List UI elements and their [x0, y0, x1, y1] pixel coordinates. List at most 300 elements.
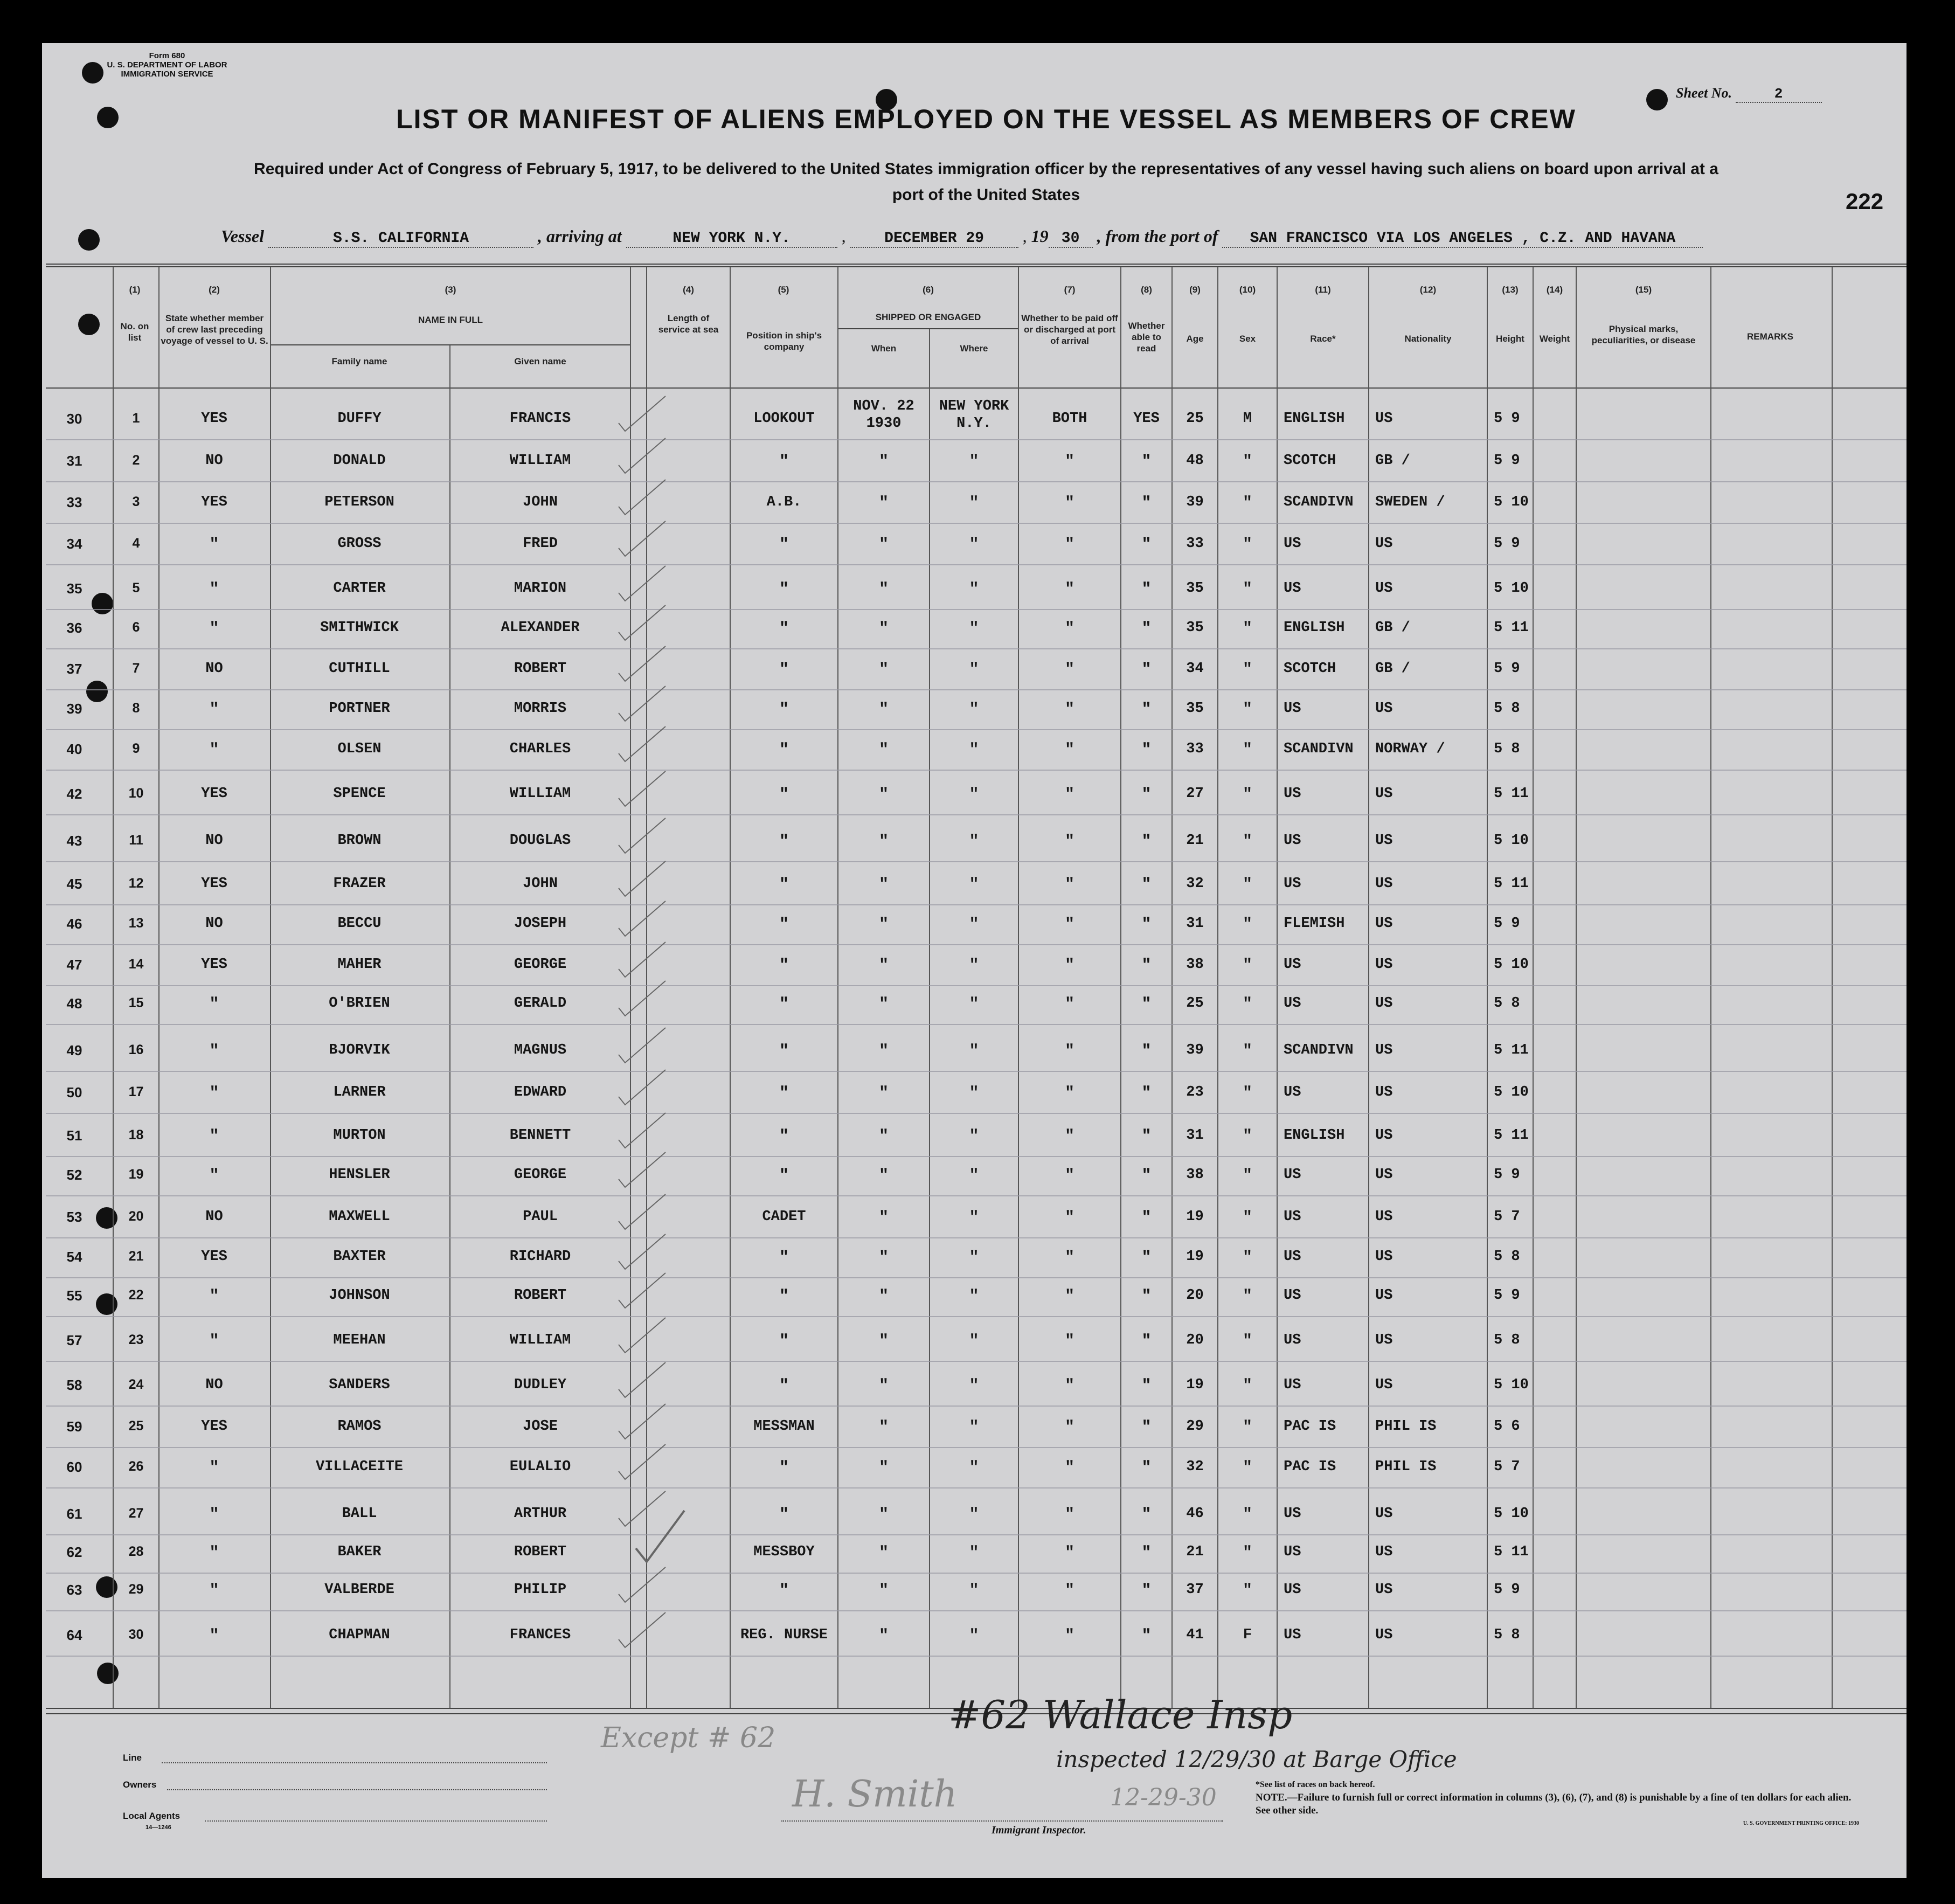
cell-where: " — [969, 1127, 979, 1146]
cell-paid: " — [1064, 1627, 1074, 1645]
cell-when: " — [878, 995, 889, 1014]
col-13-number: (13) — [1502, 285, 1519, 295]
cell-given: JOHN — [523, 494, 558, 510]
cell-no: 20 — [128, 1209, 144, 1224]
cell-no: 6 — [132, 620, 140, 635]
cell-paid: " — [1064, 1287, 1074, 1306]
cell-where: " — [969, 957, 979, 975]
cell-position: " — [779, 957, 789, 975]
cell-height: 5 8 — [1494, 701, 1520, 717]
cell-age: 21 — [1186, 1544, 1204, 1560]
cell-height: 5 11 — [1494, 620, 1529, 636]
cell-given: JOHN — [523, 876, 558, 892]
cell-age: 33 — [1186, 741, 1204, 757]
cell-when: " — [878, 916, 889, 934]
cell-margin: 36 — [66, 620, 82, 636]
cell-given: FRED — [523, 536, 558, 552]
cell-paid: " — [1064, 701, 1074, 719]
cell-sex: " — [1242, 995, 1252, 1014]
cell-nat: US — [1375, 1127, 1393, 1144]
cell-margin: 39 — [66, 701, 82, 717]
cell-age: 20 — [1186, 1332, 1204, 1348]
service-name: IMMIGRATION SERVICE — [121, 70, 213, 79]
cell-no: 5 — [132, 580, 140, 596]
cell-nat: US — [1375, 957, 1393, 973]
cell-nat: US — [1375, 1506, 1393, 1522]
cell-read: " — [1141, 1084, 1152, 1103]
cell-paid: " — [1064, 1042, 1074, 1061]
cell-when: " — [878, 957, 889, 975]
cell-margin: 46 — [66, 916, 82, 932]
cell-prev: YES — [201, 1418, 227, 1435]
cell-margin: 42 — [66, 786, 82, 802]
col-header-height: Height — [1496, 334, 1524, 344]
cell-position: MESSBOY — [753, 1544, 815, 1560]
cell-family: CUTHILL — [329, 661, 390, 677]
cell-height: 5 10 — [1494, 580, 1529, 597]
cell-when: " — [878, 701, 889, 719]
cell-race: US — [1284, 1167, 1301, 1183]
cell-paid: " — [1064, 453, 1074, 471]
smith-signature: H. Smith — [792, 1773, 958, 1816]
cell-family: BALL — [342, 1506, 377, 1522]
cell-position: " — [779, 1506, 789, 1524]
cell-no: 9 — [132, 741, 140, 756]
cell-when: " — [878, 1332, 889, 1351]
cell-position: " — [779, 620, 789, 638]
cell-nat: US — [1375, 876, 1393, 892]
cell-read: " — [1141, 1582, 1152, 1600]
cell-prev: YES — [201, 411, 227, 427]
col-header-remarks: REMARKS — [1747, 331, 1793, 342]
cell-no: 8 — [132, 701, 140, 716]
cell-position: " — [779, 833, 789, 851]
cell-read: " — [1141, 833, 1152, 851]
cell-family: OLSEN — [337, 741, 382, 757]
cell-sex: " — [1242, 453, 1252, 471]
cell-race: US — [1284, 876, 1301, 892]
cell-age: 21 — [1186, 833, 1204, 849]
cell-given: EDWARD — [514, 1084, 567, 1100]
cell-given: ALEXANDER — [501, 620, 580, 636]
cell-paid: " — [1064, 1127, 1074, 1146]
cell-where: " — [969, 1287, 979, 1306]
cell-nat: US — [1375, 786, 1393, 802]
cell-paid: " — [1064, 1084, 1074, 1103]
cell-when: " — [878, 1249, 889, 1267]
cell-given: ROBERT — [514, 661, 567, 677]
cell-prev: " — [209, 1332, 219, 1351]
footer-agents-label: Local Agents — [123, 1811, 181, 1821]
cell-nat: US — [1375, 1209, 1393, 1225]
cell-sex: " — [1242, 833, 1252, 851]
cell-family: BROWN — [337, 833, 382, 849]
cell-given: ROBERT — [514, 1287, 567, 1304]
cell-prev: NO — [205, 1377, 223, 1393]
cell-given: BENNETT — [509, 1127, 571, 1144]
col-header-previous-voyage: State whether member of crew last preceding voyage of vessel to U. S. — [161, 313, 268, 346]
cell-when: " — [878, 1042, 889, 1061]
cell-nat: NORWAY / — [1375, 741, 1445, 757]
cell-race: US — [1284, 1332, 1301, 1348]
cell-sex: " — [1242, 1506, 1252, 1524]
smith-signature-date: 12-29-30 — [1110, 1784, 1217, 1811]
cell-given: FRANCES — [509, 1627, 571, 1643]
cell-family: MAXWELL — [329, 1209, 390, 1225]
cell-margin: 50 — [66, 1084, 82, 1100]
cell-family: MURTON — [333, 1127, 386, 1144]
cell-read: " — [1141, 995, 1152, 1014]
cell-nat: US — [1375, 1167, 1393, 1183]
cell-prev: " — [209, 1582, 219, 1600]
cell-prev: YES — [201, 876, 227, 892]
cell-family: BAXTER — [333, 1249, 386, 1265]
cell-read: YES — [1133, 411, 1160, 427]
cell-family: SANDERS — [329, 1377, 390, 1393]
cell-race: SCANDIVN — [1284, 741, 1354, 757]
cell-no: 2 — [132, 453, 140, 468]
cell-height: 5 9 — [1494, 1582, 1520, 1598]
cell-read: " — [1141, 1418, 1152, 1437]
cell-where: " — [969, 1209, 979, 1227]
cell-read: " — [1141, 1506, 1152, 1524]
cell-race: US — [1284, 580, 1301, 597]
inspector-signature-line — [781, 1820, 1223, 1822]
cell-family: LARNER — [333, 1084, 386, 1100]
cell-when: " — [878, 741, 889, 759]
cell-paid: " — [1064, 1377, 1074, 1395]
cell-sex: F — [1243, 1627, 1252, 1643]
cell-sex: " — [1242, 1167, 1252, 1185]
printer-imprint: U. S. GOVERNMENT PRINTING OFFICE: 1930 — [1743, 1820, 1859, 1826]
cell-margin: 43 — [66, 833, 82, 849]
cell-prev: YES — [201, 1249, 227, 1265]
cell-height: 5 8 — [1494, 1332, 1520, 1348]
cell-given: PAUL — [523, 1209, 558, 1225]
cell-race: FLEMISH — [1284, 916, 1345, 932]
cell-when: " — [878, 1287, 889, 1306]
cell-where: " — [969, 833, 979, 851]
cell-age: 25 — [1186, 411, 1204, 427]
cell-where: " — [969, 1377, 979, 1395]
cell-when: " — [878, 1084, 889, 1103]
cell-nat: US — [1375, 1249, 1393, 1265]
footer-owners-field — [167, 1789, 547, 1790]
cell-paid: " — [1064, 833, 1074, 851]
cell-where: " — [969, 995, 979, 1014]
arriving-label: , arriving at — [538, 226, 622, 246]
cell-margin: 64 — [66, 1627, 82, 1643]
cell-race: PAC IS — [1284, 1418, 1336, 1435]
cell-given: JOSE — [523, 1418, 558, 1435]
cell-when-line2: 1930 — [866, 416, 902, 432]
cell-where: " — [969, 876, 979, 894]
cell-prev: " — [209, 1459, 219, 1477]
page-stamp-number: 222 — [1846, 189, 1884, 214]
cell-where: " — [969, 1627, 979, 1645]
cell-margin: 35 — [66, 580, 82, 597]
col-8-number: (8) — [1141, 285, 1152, 295]
cell-height: 5 8 — [1494, 995, 1520, 1012]
cell-margin: 63 — [66, 1582, 82, 1598]
cell-margin: 30 — [66, 411, 82, 427]
cell-race: SCOTCH — [1284, 661, 1336, 677]
cell-sex: " — [1242, 1084, 1252, 1103]
cell-race: US — [1284, 995, 1301, 1012]
cell-position: REG. NURSE — [740, 1627, 828, 1643]
cell-prev: NO — [205, 453, 223, 469]
cell-position: " — [779, 1127, 789, 1146]
cell-age: 23 — [1186, 1084, 1204, 1100]
cell-age: 31 — [1186, 1127, 1204, 1144]
cell-race: US — [1284, 1249, 1301, 1265]
cell-margin: 61 — [66, 1506, 82, 1522]
col-header-race: Race* — [1310, 334, 1336, 344]
cell-position: " — [779, 995, 789, 1014]
cell-no: 15 — [128, 995, 144, 1010]
cell-position: " — [779, 1084, 789, 1103]
cell-height: 5 7 — [1494, 1209, 1520, 1225]
cell-prev: YES — [201, 494, 227, 510]
cell-nat: US — [1375, 1627, 1393, 1643]
cell-nat: US — [1375, 1582, 1393, 1598]
cell-given: WILLIAM — [509, 453, 571, 469]
cell-age: 25 — [1186, 995, 1204, 1012]
cell-given: JOSEPH — [514, 916, 567, 932]
cell-prev: " — [209, 701, 219, 719]
col-10-number: (10) — [1239, 285, 1256, 295]
cell-sex: " — [1242, 1332, 1252, 1351]
cell-age: 20 — [1186, 1287, 1204, 1304]
cell-sex: " — [1242, 1418, 1252, 1437]
cell-race: US — [1284, 957, 1301, 973]
cell-margin: 45 — [66, 876, 82, 892]
cell-height: 5 8 — [1494, 1249, 1520, 1265]
cell-age: 35 — [1186, 701, 1204, 717]
cell-height: 5 9 — [1494, 916, 1520, 932]
cell-paid: " — [1064, 1506, 1074, 1524]
cell-no: 14 — [128, 957, 144, 972]
cell-no: 17 — [128, 1084, 144, 1099]
cell-prev: " — [209, 1167, 219, 1185]
cell-no: 21 — [128, 1249, 144, 1264]
cell-paid: " — [1064, 1582, 1074, 1600]
cell-age: 31 — [1186, 916, 1204, 932]
cell-nat: US — [1375, 916, 1393, 932]
cell-given: MARION — [514, 580, 567, 597]
cell-age: 19 — [1186, 1209, 1204, 1225]
cell-paid: BOTH — [1052, 411, 1087, 427]
cell-given: ROBERT — [514, 1544, 567, 1560]
cell-where: " — [969, 494, 979, 513]
cell-paid: " — [1064, 876, 1074, 894]
cell-position: " — [779, 1582, 789, 1600]
cell-read: " — [1141, 741, 1152, 759]
inspected-note: inspected 12/29/30 at Barge Office — [1056, 1746, 1457, 1773]
cell-paid: " — [1064, 957, 1074, 975]
cell-when: " — [878, 580, 889, 599]
col-header-family-name: Family name — [331, 356, 387, 366]
cell-when: " — [878, 661, 889, 679]
cell-read: " — [1141, 1332, 1152, 1351]
cell-paid: " — [1064, 1544, 1074, 1562]
cell-given: RICHARD — [509, 1249, 571, 1265]
col-15-number: (15) — [1635, 285, 1652, 295]
cell-read: " — [1141, 494, 1152, 513]
cell-family: SMITHWICK — [320, 620, 399, 636]
cell-no: 18 — [128, 1127, 144, 1143]
cell-position: " — [779, 786, 789, 804]
cell-age: 34 — [1186, 661, 1204, 677]
col-header-position: Position in ship's company — [746, 330, 822, 352]
col-12-number: (12) — [1419, 285, 1437, 295]
cell-race: US — [1284, 1377, 1301, 1393]
col-7-number: (7) — [1064, 285, 1076, 295]
cell-position: " — [779, 1332, 789, 1351]
cell-no: 7 — [132, 661, 140, 676]
cell-family: BECCU — [337, 916, 382, 932]
cell-height: 5 8 — [1494, 741, 1520, 757]
cell-nat: US — [1375, 1042, 1393, 1058]
col-header-physical-marks: Physical marks, peculiarities, or disease — [1591, 324, 1696, 345]
cell-when: " — [878, 494, 889, 513]
cell-no: 24 — [128, 1377, 144, 1392]
col-header-age: Age — [1186, 334, 1204, 344]
cell-height: 5 9 — [1494, 536, 1520, 552]
col-header-name-in-full: NAME IN FULL — [418, 315, 483, 325]
cell-paid: " — [1064, 620, 1074, 638]
cell-no: 29 — [128, 1582, 144, 1597]
col-header-able-to-read: Whether able to read — [1128, 321, 1165, 354]
cell-sex: " — [1242, 1249, 1252, 1267]
cell-nat: US — [1375, 701, 1393, 717]
cell-when: " — [878, 1459, 889, 1477]
cell-height: 5 6 — [1494, 1418, 1520, 1435]
cell-read: " — [1141, 1287, 1152, 1306]
cell-age: 38 — [1186, 1167, 1204, 1183]
col-header-length-of-service: Length of service at sea — [658, 313, 719, 335]
cell-prev: NO — [205, 833, 223, 849]
cell-nat: US — [1375, 1084, 1393, 1100]
cell-margin: 62 — [66, 1544, 82, 1560]
cell-prev: " — [209, 1287, 219, 1306]
cell-paid: " — [1064, 1249, 1074, 1267]
footer-line-field — [162, 1762, 547, 1763]
cell-sex: " — [1242, 701, 1252, 719]
cell-family: DUFFY — [337, 411, 382, 427]
handwritten-except-note: Except # 62 — [601, 1722, 776, 1754]
cell-sex: " — [1242, 1582, 1252, 1600]
cell-family: MAHER — [337, 957, 382, 973]
cell-given: DUDLEY — [514, 1377, 567, 1393]
col-14-number: (14) — [1546, 285, 1563, 295]
cell-position: " — [779, 1287, 789, 1306]
cell-age: 19 — [1186, 1377, 1204, 1393]
cell-where: " — [969, 1167, 979, 1185]
cell-when: " — [878, 1127, 889, 1146]
cell-family: VALBERDE — [324, 1582, 394, 1598]
cell-family: CHAPMAN — [329, 1627, 390, 1643]
cell-family: BJORVIK — [329, 1042, 390, 1058]
arrival-date: DECEMBER 29 — [850, 230, 1018, 248]
cell-position: " — [779, 876, 789, 894]
cell-height: 5 9 — [1494, 1167, 1520, 1183]
penalty-note: NOTE.—Failure to furnish full or correct information in columns (3), (6), (7), and (8) is punishable by a fine of ten dollars for each alien. See other side. — [1256, 1792, 1852, 1816]
cell-prev: " — [209, 1127, 219, 1146]
cell-paid: " — [1064, 786, 1074, 804]
col-3-number: (3) — [445, 285, 456, 295]
cell-family: SPENCE — [333, 786, 386, 802]
cell-race: US — [1284, 536, 1301, 552]
cell-where: " — [969, 1332, 979, 1351]
cell-height: 5 9 — [1494, 661, 1520, 677]
cell-nat: US — [1375, 833, 1393, 849]
cell-family: FRAZER — [333, 876, 386, 892]
inspector-label: Immigrant Inspector. — [992, 1824, 1086, 1836]
col-header-where: Where — [960, 343, 988, 354]
cell-family: PETERSON — [324, 494, 394, 510]
cell-given: DOUGLAS — [509, 833, 571, 849]
cell-when: " — [878, 1627, 889, 1645]
cell-where: " — [969, 580, 979, 599]
cell-height: 5 11 — [1494, 1042, 1529, 1058]
cell-paid: " — [1064, 995, 1074, 1014]
cell-read: " — [1141, 1377, 1152, 1395]
footer-line-label: Line — [123, 1753, 142, 1763]
year-prefix: 19 — [1031, 226, 1049, 246]
cell-margin: 34 — [66, 536, 82, 552]
cell-paid: " — [1064, 1418, 1074, 1437]
cell-no: 23 — [128, 1332, 144, 1347]
cell-position: CADET — [762, 1209, 806, 1225]
cell-sex: " — [1242, 494, 1252, 513]
cell-prev: " — [209, 1627, 219, 1645]
cell-sex: " — [1242, 1459, 1252, 1477]
col-4-number: (4) — [683, 285, 694, 295]
cell-race: US — [1284, 1209, 1301, 1225]
cell-where: " — [969, 1084, 979, 1103]
cell-read: " — [1141, 1167, 1152, 1185]
cell-margin: 49 — [66, 1042, 82, 1058]
cell-nat: SWEDEN / — [1375, 494, 1445, 510]
cell-when: " — [878, 1377, 889, 1395]
cell-read: " — [1141, 876, 1152, 894]
cell-nat: GB / — [1375, 620, 1410, 636]
cell-when: " — [878, 786, 889, 804]
sheet-number-label: Sheet No. — [1676, 85, 1732, 101]
cell-nat: US — [1375, 536, 1393, 552]
cell-race: US — [1284, 1582, 1301, 1598]
cell-read: " — [1141, 916, 1152, 934]
cell-position: " — [779, 701, 789, 719]
cell-position: A.B. — [766, 494, 802, 510]
cell-no: 10 — [128, 786, 144, 801]
cell-when: " — [878, 1582, 889, 1600]
cell-where: " — [969, 916, 979, 934]
cell-sex: " — [1242, 741, 1252, 759]
cell-prev: " — [209, 1506, 219, 1524]
cell-given: WILLIAM — [509, 786, 571, 802]
col-header-nationality: Nationality — [1404, 334, 1452, 344]
cell-where: NEW YORK N.Y. — [930, 398, 1018, 432]
subtitle-line-2: port of the United States — [892, 186, 1080, 204]
cell-position: " — [779, 1249, 789, 1267]
cell-read: " — [1141, 1209, 1152, 1227]
cell-read: " — [1141, 580, 1152, 599]
cell-prev: NO — [205, 1209, 223, 1225]
cell-no: 30 — [128, 1627, 144, 1642]
cell-where: " — [969, 1459, 979, 1477]
